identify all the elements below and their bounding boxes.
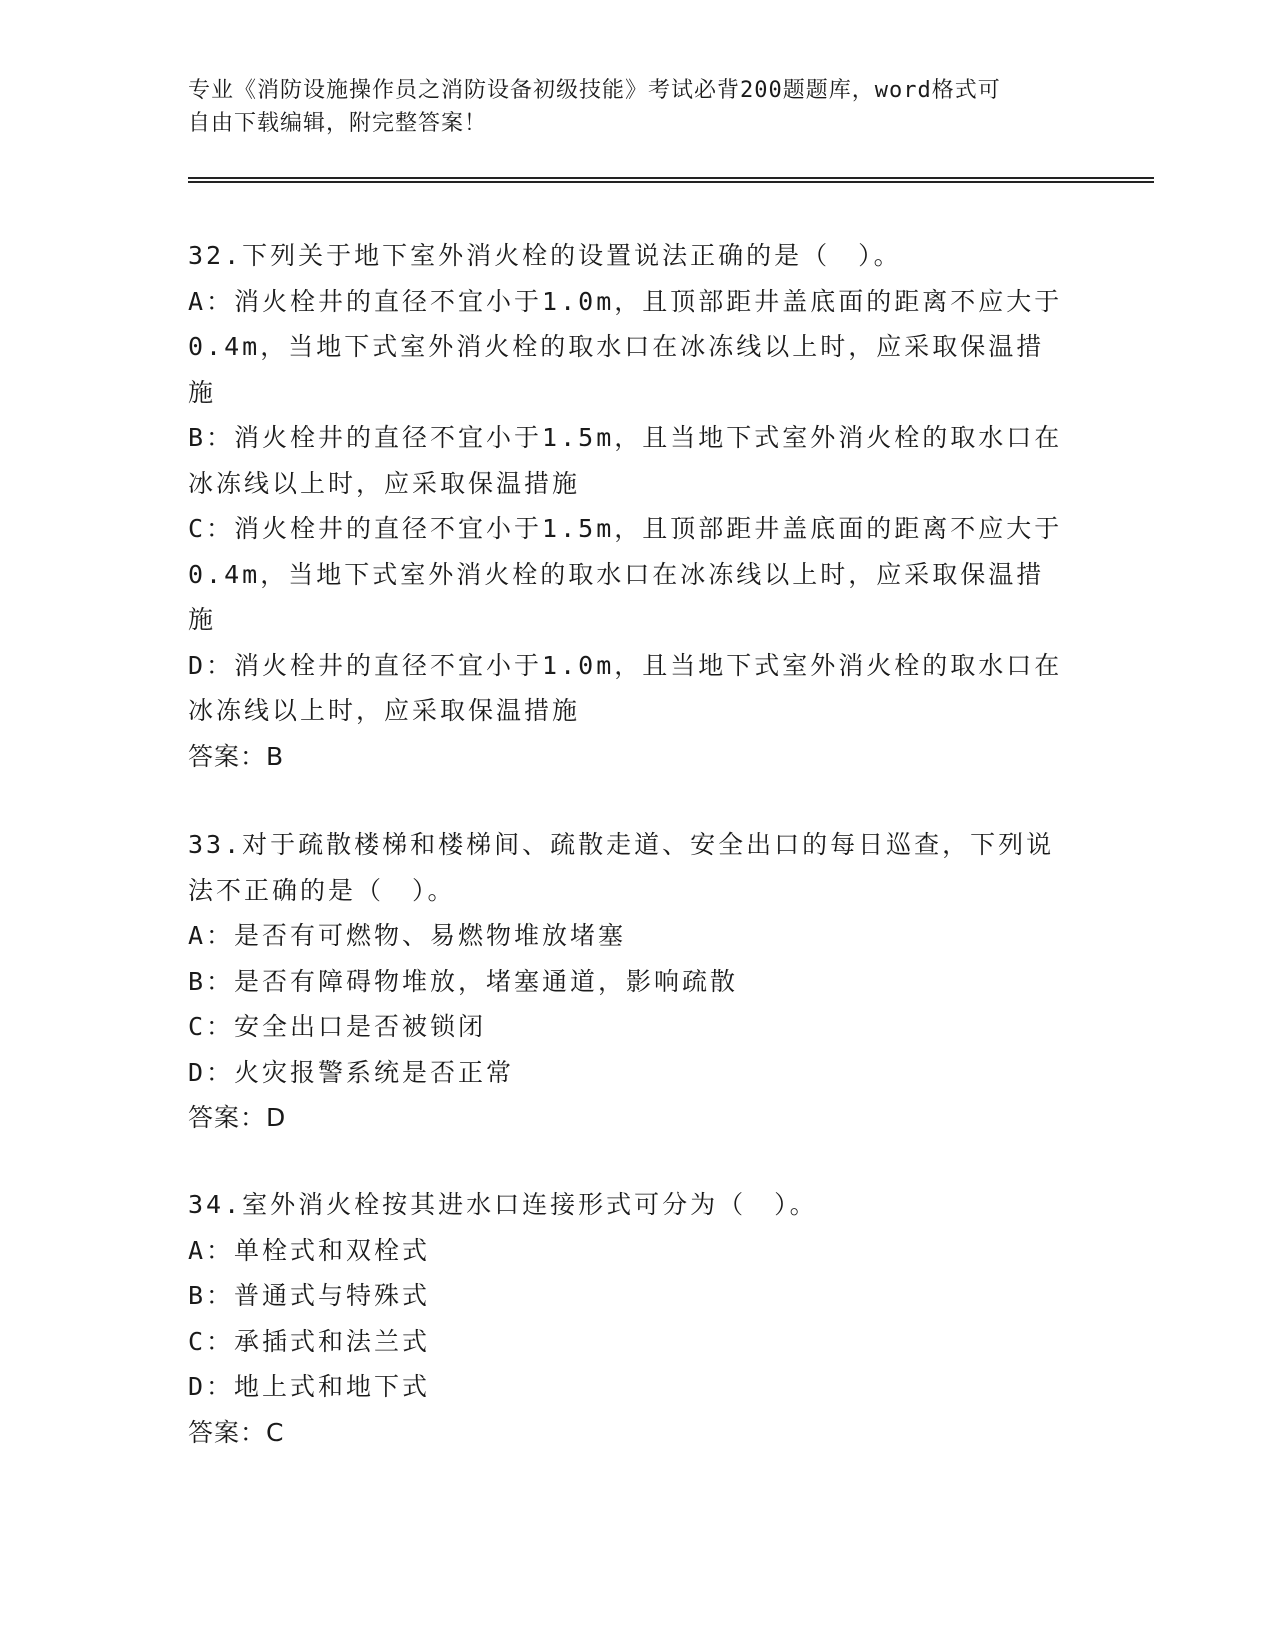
option-a-line-1: A：消火栓井的直径不宜小于1.0m，且顶部距井盖底面的距离不应大于 xyxy=(188,286,1063,316)
option-d: D：地上式和地下式 xyxy=(188,1372,431,1401)
header-title-line-1: 专业《消防设施操作员之消防设备初级技能》考试必背200题题库，word格式可 xyxy=(188,78,1001,103)
option-d-line-2: 冰冻线以上时，应采取保温措施 xyxy=(188,696,581,725)
question-33 xyxy=(188,822,1088,1141)
option-d: D：火灾报警系统是否正常 xyxy=(188,1057,515,1087)
question-stem-line-1: 33.对于疏散楼梯和楼梯间、疏散走道、安全出口的每日巡查，下列说 xyxy=(188,830,1055,859)
option-c: C：安全出口是否被锁闭 xyxy=(188,1012,487,1041)
answer: 答案：B xyxy=(188,741,285,771)
option-d xyxy=(188,643,1088,734)
option-c-line-1: C：消火栓井的直径不宜小于1.5m，且顶部距井盖底面的距离不应大于 xyxy=(188,514,1063,543)
question-stem: 34.室外消火栓按其进水口连接形式可分为（ ）。 xyxy=(188,1190,818,1219)
option-a-line-3: 施 xyxy=(188,377,217,407)
question-32 xyxy=(188,233,1088,779)
option-a-line-2: 0.4m，当地下式室外消火栓的取水口在冰冻线以上时，应采取保温措 xyxy=(188,332,1045,361)
option-b: B：普通式与特殊式 xyxy=(188,1281,431,1310)
option-b-line-1: B：消火栓井的直径不宜小于1.5m，且当地下式室外消火栓的取水口在 xyxy=(188,423,1063,452)
header-title-line-2: 自由下载编辑，附完整答案！ xyxy=(188,111,488,136)
header-divider xyxy=(188,177,1154,183)
option-b xyxy=(188,415,1088,506)
option-c-line-3: 施 xyxy=(188,605,217,634)
option-b: B：是否有障碍物堆放，堵塞通道，影响疏散 xyxy=(188,966,739,996)
question-stem: 32.下列关于地下室外消火栓的设置说法正确的是（ ）。 xyxy=(188,241,902,270)
option-a xyxy=(188,279,1088,416)
answer: 答案：C xyxy=(188,1417,285,1447)
option-a: A：单栓式和双栓式 xyxy=(188,1235,431,1265)
option-c-line-2: 0.4m，当地下式室外消火栓的取水口在冰冻线以上时，应采取保温措 xyxy=(188,559,1045,589)
answer: 答案：D xyxy=(188,1103,287,1132)
option-d-line-1: D：消火栓井的直径不宜小于1.0m，且当地下式室外消火栓的取水口在 xyxy=(188,650,1063,680)
option-c: C：承插式和法兰式 xyxy=(188,1326,431,1356)
option-c xyxy=(188,506,1088,643)
question-stem-line-2: 法不正确的是（ ）。 xyxy=(188,875,456,905)
document-header xyxy=(188,74,1088,140)
option-a: A：是否有可燃物、易燃物堆放堵塞 xyxy=(188,921,627,950)
option-b-line-2: 冰冻线以上时，应采取保温措施 xyxy=(188,468,581,498)
question-34 xyxy=(188,1182,1088,1455)
